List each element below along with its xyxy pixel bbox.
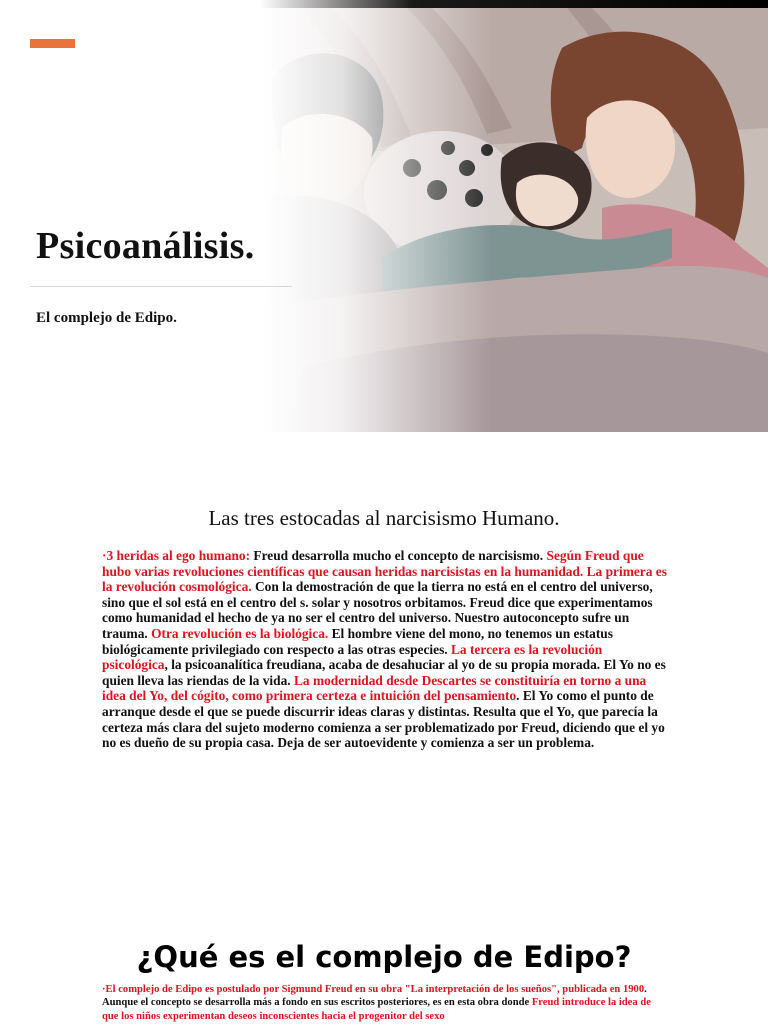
slide-body-text	[102, 983, 662, 1023]
narcissism-slide	[0, 432, 768, 932]
title-slide	[0, 0, 768, 432]
slide-body-text	[102, 548, 668, 751]
text-run: Freud introduce la idea de que los niños experimentan deseos inconscientes hacia el progenitor del sexo	[102, 997, 651, 1022]
oedipus-slide	[0, 932, 768, 1024]
accent-bar	[30, 39, 75, 48]
text-run: , la psicoanalítica freudiana, acaba de desahuciar al yo de su propia morada. El Yo no es quien lleva las riendas de la vida.	[102, 657, 666, 688]
text-run: ·El complejo de Edipo es postulado por Sigmund Freud en su obra "La interpretación de los sueños", publicada en 1900	[102, 984, 645, 995]
slide-heading: Las tres estocadas al narcisismo Humano.	[208, 506, 560, 530]
text-run: La tercera es la revolución psicológica	[102, 641, 603, 673]
text-run: El hombre viene del mono, no tenemos un estatus biológicamente privilegiado con respecto a las otras especies.	[102, 625, 613, 657]
text-run: La modernidad desde Descartes se constituiría en torno a una idea del Yo, del cógito, como primera certeza e intuición del pensamiento	[102, 672, 647, 704]
slide-title: Psicoanálisis.	[36, 225, 255, 267]
text-run: . Aunque el concepto se desarrolla más a fondo en sus escritos posteriores, es en esta obra donde	[102, 984, 647, 1009]
slide-subtitle: El complejo de Edipo.	[36, 310, 177, 326]
illustration-fade-overlay	[262, 8, 492, 432]
text-run: Según Freud que hubo varias revoluciones científicas que causan heridas narcisistas en la humanidad. La primera es la revolución cosmológica.	[102, 548, 667, 595]
text-run: Otra revolución es la biológica.	[151, 625, 329, 641]
text-run: ·3 heridas al ego humano:	[102, 548, 251, 563]
slide-heading: ¿Qué es el complejo de Edipo?	[136, 940, 632, 974]
text-run: . El Yo como el punto de arranque desde el que se puede discurrir ideas claras y distintas. Resulta que el Yo, que parecía la certeza más clara del sujeto moderno comienza a ser problematizado por Freud, diciendo que el yo no es dueño de su propia casa. Deja de ser autoevidente y comienza a ser un problema.	[102, 688, 665, 751]
text-run: Con la demostración de que la tierra no está en el centro del universo, sino que el sol está en el centro del s. solar y nosotros orbitamos. Freud dice que experimentamos como humanidad el hecho de ya no ser el centro del universo. Nuestro autoconcepto sufre un trauma.	[102, 579, 653, 641]
title-divider	[30, 286, 292, 287]
text-run: Freud desarrolla mucho el concepto de narcisismo.	[250, 548, 547, 563]
